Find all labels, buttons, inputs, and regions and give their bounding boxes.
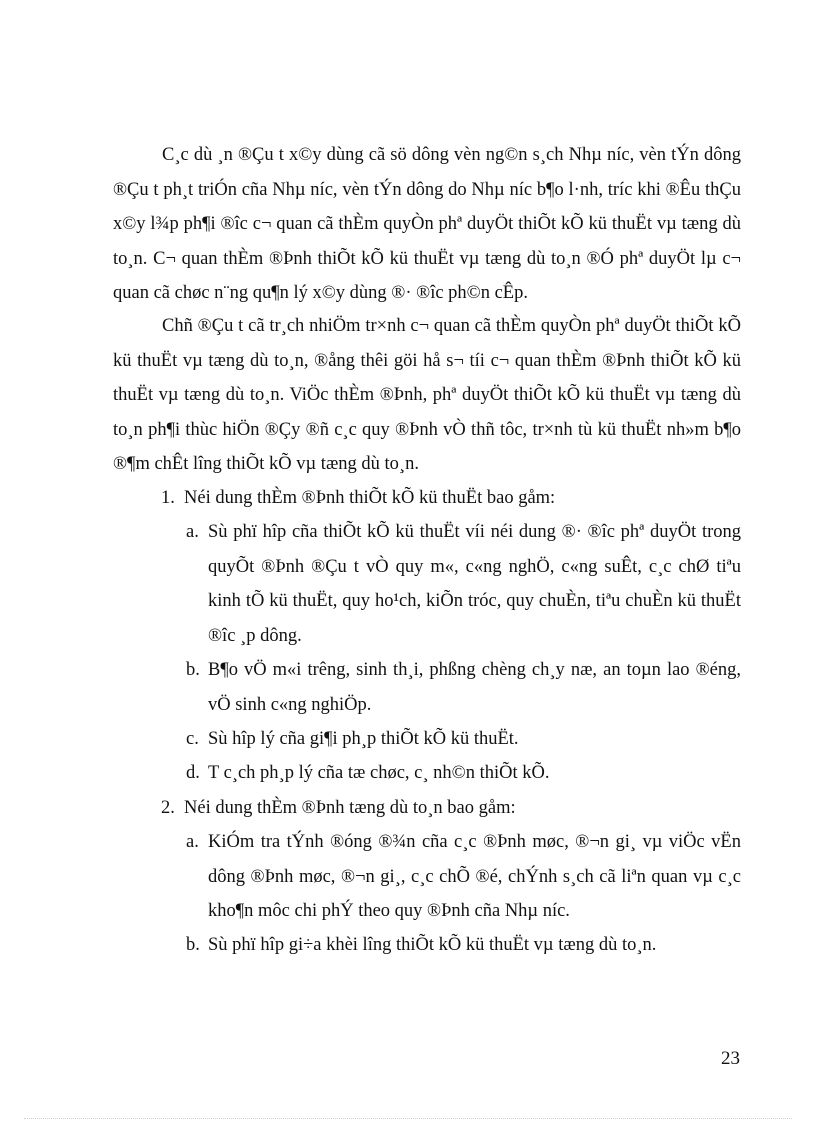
sub-list-marker: c. <box>186 729 199 749</box>
sub-list-marker: b. <box>186 935 200 955</box>
sub-list-marker: a. <box>186 832 199 852</box>
paragraph-investor-responsibility: Chñ ®Çu t cã tr¸ch nhiÖm tr×nh c¬ quan cã thÈm quyÒn phª duyÖt thiÕt kÕ kü thuËt vµ tæng dù to¸n, ®ång thêi göi hå s¬ tíi c¬ quan thÈm ®Þnh thiÕt kÕ kü thuËt vµ tæng dù to¸n. ViÖc thÈm ®Þnh, phª duyÖt thiÕt kÕ kü thuËt vµ tæng dù to¸n ph¶i thùc hiÖn ®Çy ®ñ c¸c quy ®Þnh vÒ thñ tôc, tr×nh tù kü thuËt nh»m b¶o ®¶m chÊt lîng thiÕt kÕ vµ tæng dù to¸n. <box>113 316 741 475</box>
page-number: 23 <box>721 1048 740 1069</box>
paragraph-intro: C¸c dù ¸n ®Çu t x©y dùng cã sö dông vèn ng©n s¸ch Nhµ níc, vèn tÝn dông ®Çu t ph¸t triÓn cña Nhµ níc, vèn tÝn dông do Nhµ níc b¶o l·nh, tríc khi ®Êu thÇu x©y l¾p ph¶i ®îc c¬ quan cã thÈm quyÒn phª duyÖt thiÕt kÕ kü thuËt vµ tæng dù to¸n. C¬ quan thÈm ®Þnh thiÕt kÕ kü thuËt vµ tæng dù to¸n ®Ó phª duyÖt lµ c¬ quan cã chøc n¨ng qu¶n lý x©y dùng ®· ®îc ph©n cÊp. <box>113 145 741 304</box>
list-item <box>113 481 741 516</box>
sub-list-item-text: Sù phï hîp cña thiÕt kÕ kü thuËt víi néi dung ®· ®îc phª duyÖt trong quyÕt ®Þnh ®Çu t vÒ quy m«, c«ng nghÖ, c«ng suÊt, c¸c chØ tiªu kinh tÕ kü thuËt, quy ho¹ch, kiÕn tróc, quy chuÈn, tiªu chuÈn kü thuËt ®îc ¸p dông. <box>208 522 741 646</box>
sub-list-item <box>162 653 741 722</box>
list-item <box>113 791 741 826</box>
list-item-text: Néi dung thÈm ®Þnh tæng dù to¸n bao gåm: <box>184 798 516 818</box>
sub-list-item <box>162 928 741 963</box>
sub-list-item-text: KiÓm tra tÝnh ®óng ®¾n cña c¸c ®Þnh møc, ®¬n gi¸ vµ viÖc vËn dông ®Þnh møc, ®¬n gi¸, c¸c chÕ ®é, chÝnh s¸ch cã liªn quan vµ c¸c kho¶n môc chi phÝ theo quy ®Þnh cña Nhµ níc. <box>208 832 741 922</box>
page-divider <box>24 1118 792 1119</box>
sub-list-marker: a. <box>186 522 199 542</box>
sub-list-marker: d. <box>186 763 200 783</box>
sub-list-item-text: Sù phï hîp gi÷a khèi lîng thiÕt kÕ kü thuËt vµ tæng dù to¸n. <box>208 935 657 955</box>
sub-list-item <box>162 756 741 791</box>
sub-list-item-text: T c¸ch ph¸p lý cña tæ chøc, c¸ nh©n thiÕt kÕ. <box>208 763 550 783</box>
list-marker: 1. <box>161 488 175 508</box>
sub-list-item-text: Sù hîp lý cña gi¶i ph¸p thiÕt kÕ kü thuËt. <box>208 729 519 749</box>
sub-list-item <box>162 825 741 929</box>
sub-list-marker: b. <box>186 660 200 680</box>
sub-list-item <box>162 722 741 757</box>
sub-list-item <box>162 515 741 653</box>
list-marker: 2. <box>161 798 175 818</box>
sub-list-item-text: B¶o vÖ m«i trêng, sinh th¸i, phßng chèng ch¸y næ, an toµn lao ®éng, vÖ sinh c«ng nghiÖp. <box>208 660 741 715</box>
list-item-text: Néi dung thÈm ®Þnh thiÕt kÕ kü thuËt bao gåm: <box>184 488 556 508</box>
